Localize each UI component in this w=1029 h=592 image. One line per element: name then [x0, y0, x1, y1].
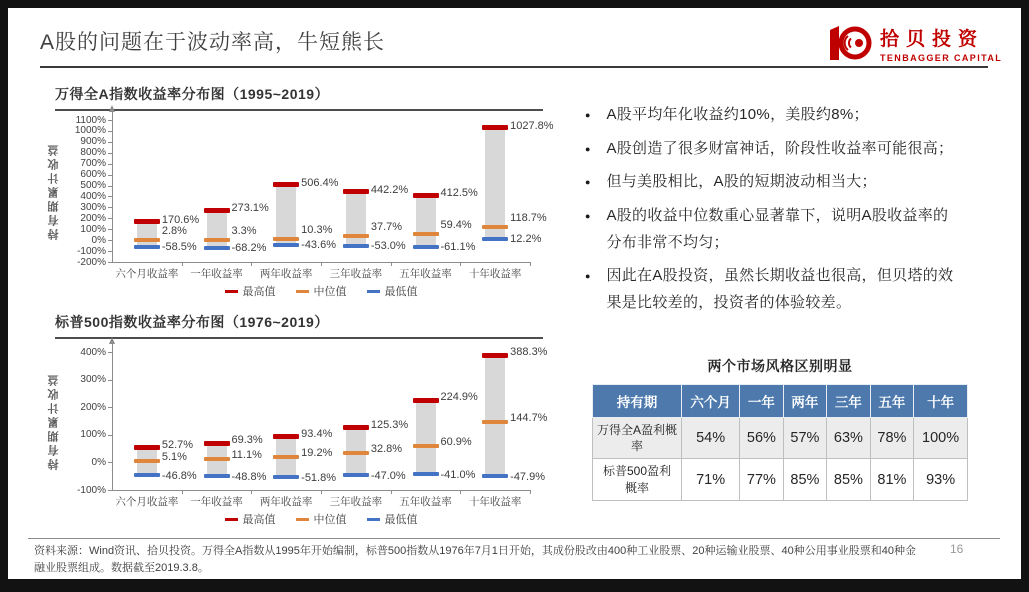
chart-canvas	[40, 84, 558, 312]
legend-label: 最低值	[384, 514, 418, 526]
y-tick-mark	[108, 175, 112, 176]
y-tick-label: 100%	[80, 223, 106, 235]
range-bar	[416, 400, 436, 473]
median-value-label: 19.2%	[301, 447, 333, 460]
y-tick-label: 400%	[80, 190, 106, 202]
legend-dash-icon	[225, 518, 238, 521]
min-marker	[134, 245, 160, 249]
y-tick-mark	[108, 186, 112, 187]
y-tick-mark	[108, 229, 112, 230]
y-tick-label: 0%	[91, 234, 106, 246]
logo-en-text: TENBAGGER CAPITAL	[880, 52, 1003, 63]
max-value-label: 273.1%	[231, 202, 269, 215]
table-row	[593, 459, 968, 500]
bullet-text: A股平均年化收益约10%，美股约8%；	[606, 106, 869, 123]
x-category-label: 六个月收益率	[115, 496, 179, 508]
min-value-label: -46.8%	[161, 470, 197, 483]
y-axis-arrow	[109, 105, 115, 112]
bullet-icon: ●	[585, 211, 591, 222]
max-marker	[482, 353, 508, 358]
bullet-icon: ●	[585, 143, 591, 154]
max-value-label: 52.7%	[161, 438, 194, 451]
max-marker	[273, 434, 299, 439]
legend-dash-icon	[296, 518, 309, 521]
max-marker	[413, 193, 439, 198]
median-value-label: 10.3%	[301, 224, 333, 237]
bullet-icon: ●	[585, 110, 591, 120]
chart-panel-sp500	[40, 312, 558, 540]
min-marker	[482, 474, 508, 478]
y-tick-mark	[108, 207, 112, 208]
median-marker	[273, 455, 299, 459]
legend-item	[367, 283, 418, 299]
bullet-icon: ●	[585, 177, 591, 188]
median-marker	[204, 238, 230, 242]
median-marker	[273, 237, 299, 241]
min-value-label: -61.1%	[440, 240, 476, 253]
bullet-item	[585, 102, 1009, 129]
chart-canvas	[40, 312, 558, 540]
x-tick-mark	[530, 490, 531, 494]
min-value-label: -47.0%	[370, 470, 406, 483]
bullet-item	[585, 203, 1009, 256]
max-marker	[204, 441, 230, 446]
bullet-text: A股的收益中位数重心显著靠下，说明A股收益率的分布非常不均匀；	[606, 207, 949, 251]
y-tick-mark	[108, 262, 112, 263]
max-value-label: 412.5%	[440, 187, 478, 200]
y-axis	[112, 344, 113, 490]
min-value-label: -58.5%	[161, 240, 197, 253]
y-tick-mark	[108, 120, 112, 121]
y-tick-label: 700%	[80, 158, 106, 170]
legend-item	[225, 511, 276, 527]
min-marker	[413, 472, 439, 476]
median-marker	[482, 225, 508, 229]
y-axis-title: 持有期累计收益	[48, 372, 60, 470]
x-tick-mark	[530, 262, 531, 266]
y-tick-mark	[108, 380, 112, 381]
legend-item	[367, 511, 418, 527]
x-category-label: 两年收益率	[259, 268, 313, 280]
median-marker	[134, 238, 160, 242]
median-marker	[343, 451, 369, 455]
legend-dash-icon	[296, 290, 309, 293]
logo-text	[880, 24, 1002, 63]
y-tick-mark	[108, 352, 112, 353]
y-tick-label: -100%	[77, 245, 106, 257]
max-marker	[204, 208, 230, 213]
min-value-label: 12.2%	[510, 232, 542, 245]
bullet-item	[585, 169, 1009, 196]
max-marker	[134, 445, 160, 450]
legend-label: 最高值	[242, 514, 276, 526]
y-tick-mark	[108, 196, 112, 197]
max-value-label: 506.4%	[301, 176, 339, 189]
bullet-text: A股创造了很多财富神话，阶段性收益率可能很高；	[606, 139, 954, 157]
y-tick-mark	[108, 142, 112, 143]
y-tick-mark	[108, 218, 112, 219]
legend-item	[296, 511, 347, 527]
bullet-text: 因此在A股投资，虽然长期收益也很高，但贝塔的效果是比较差的，投资者的体验较差。	[606, 267, 954, 312]
range-bar	[416, 195, 436, 247]
max-marker	[134, 219, 160, 224]
min-value-label: -48.8%	[231, 470, 267, 483]
legend-dash-icon	[367, 518, 380, 521]
table-cell: 78%	[870, 418, 914, 459]
median-marker	[413, 232, 439, 236]
table-header-cell: 持有期	[593, 385, 682, 418]
table-row-label: 万得全A盈利概率	[593, 418, 682, 459]
y-tick-mark	[108, 164, 112, 165]
chart-legend	[112, 283, 530, 299]
y-axis-title: 持有期累计收益	[48, 142, 60, 240]
x-category-label: 五年收益率	[399, 496, 452, 508]
table-header-cell: 两年	[783, 385, 827, 418]
median-value-label: 60.9%	[440, 435, 472, 448]
y-tick-label: 500%	[80, 180, 106, 192]
x-category-label: 五年收益率	[399, 268, 452, 280]
title-divider	[40, 66, 988, 68]
median-value-label: 32.8%	[370, 443, 403, 456]
min-value-label: -53.0%	[370, 239, 406, 252]
y-tick-label: 600%	[80, 169, 106, 181]
y-axis-arrow	[109, 337, 115, 344]
table-header-cell: 六个月	[682, 385, 740, 418]
table-cell: 63%	[827, 418, 871, 459]
min-marker	[273, 243, 299, 247]
median-value-label: 37.7%	[370, 221, 403, 234]
max-value-label: 125.3%	[370, 418, 409, 431]
tenbagger-logo-icon	[826, 20, 872, 66]
table-cell: 77%	[740, 459, 784, 500]
min-marker	[204, 246, 230, 250]
y-tick-label: 0%	[91, 456, 106, 468]
y-tick-label: 300%	[80, 201, 106, 213]
y-tick-label: 1000%	[74, 125, 106, 137]
table-header-cell: 十年	[914, 385, 968, 418]
legend-label: 最高值	[242, 286, 276, 298]
legend-label: 最低值	[384, 286, 418, 298]
min-marker	[273, 475, 299, 479]
median-value-label: 11.1%	[231, 449, 262, 462]
x-category-label: 三年收益率	[329, 268, 383, 280]
legend-dash-icon	[367, 290, 380, 293]
min-marker	[482, 237, 508, 241]
max-marker	[482, 125, 508, 130]
table-cell: 85%	[827, 459, 871, 500]
range-bar	[207, 210, 227, 247]
y-tick-label: 400%	[80, 346, 106, 358]
max-marker	[413, 398, 439, 403]
min-marker	[343, 244, 369, 248]
max-value-label: 388.3%	[510, 346, 548, 359]
range-bar	[485, 128, 505, 239]
y-tick-label: 1100%	[75, 114, 106, 126]
logo-cn-text: 拾贝投资	[880, 28, 985, 50]
y-tick-mark	[108, 240, 112, 241]
bullet-item	[585, 136, 1009, 163]
median-value-label: 118.7%	[510, 212, 547, 225]
min-value-label: -51.8%	[301, 471, 337, 484]
y-tick-label: 300%	[80, 374, 106, 386]
table-cell: 54%	[682, 418, 740, 459]
y-tick-label: 900%	[80, 136, 106, 148]
max-value-label: 1027.8%	[510, 119, 554, 132]
legend-item	[296, 283, 347, 299]
median-value-label: 5.1%	[161, 450, 187, 463]
company-logo	[826, 20, 1002, 66]
max-value-label: 170.6%	[161, 213, 200, 226]
y-tick-mark	[108, 131, 112, 132]
max-marker	[343, 189, 369, 194]
x-category-label: 十年收益率	[468, 496, 522, 508]
page-title: A股的问题在于波动率高，牛短熊长	[40, 31, 386, 54]
median-value-label: 2.8%	[161, 224, 187, 237]
footer-divider	[28, 538, 1000, 539]
probability-table	[592, 384, 968, 501]
y-tick-mark	[108, 435, 112, 436]
table-cell: 81%	[870, 459, 914, 500]
y-tick-label: -200%	[77, 256, 106, 268]
table-cell: 100%	[914, 418, 968, 459]
max-marker	[273, 182, 299, 187]
probability-table-block	[592, 356, 968, 501]
bullet-icon: ●	[585, 271, 591, 282]
table-cell: 93%	[914, 459, 968, 500]
max-value-label: 442.2%	[370, 183, 409, 196]
bullet-text: 但与美股相比，A股的短期波动相当大；	[606, 173, 877, 191]
x-category-label: 一年收益率	[190, 496, 243, 508]
table-cell: 56%	[740, 418, 784, 459]
y-tick-label: 800%	[80, 147, 106, 159]
table-row-label: 标普500盈利概率	[593, 459, 682, 500]
legend-label: 中位值	[313, 286, 347, 298]
table-cell: 85%	[783, 459, 827, 500]
legend-dash-icon	[225, 290, 238, 293]
y-axis	[112, 112, 113, 262]
chart-title: 标普500指数收益率分布图（1976~2019）	[55, 312, 543, 339]
median-value-label: 59.4%	[440, 218, 472, 231]
bullet-list	[585, 102, 1009, 324]
min-marker	[204, 474, 230, 478]
max-value-label: 69.3%	[231, 434, 263, 447]
y-tick-label: 200%	[80, 212, 106, 224]
chart-panel-wind-all-a	[40, 84, 558, 312]
table-header-cell: 三年	[827, 385, 871, 418]
table-header-cell: 一年	[740, 385, 784, 418]
median-marker	[204, 457, 230, 461]
table-cell: 71%	[682, 459, 740, 500]
min-value-label: -47.9%	[510, 470, 546, 483]
min-value-label: -41.0%	[440, 468, 476, 481]
y-tick-mark	[108, 462, 112, 463]
page-number: 16	[950, 542, 964, 556]
median-marker	[343, 234, 369, 238]
chart-title: 万得全A指数收益率分布图（1995~2019）	[55, 84, 543, 111]
y-tick-mark	[108, 407, 112, 408]
range-bar	[485, 355, 505, 475]
max-marker	[343, 425, 369, 430]
y-tick-mark	[108, 490, 112, 491]
x-category-label: 三年收益率	[329, 496, 383, 508]
range-bar	[137, 222, 157, 247]
median-marker	[413, 444, 439, 448]
y-tick-mark	[108, 251, 112, 252]
table-title: 两个市场风格区别明显	[707, 358, 853, 374]
median-value-label: 3.3%	[231, 224, 257, 237]
x-category-label: 一年收益率	[190, 268, 243, 280]
median-marker	[482, 420, 508, 424]
y-tick-label: -100%	[77, 484, 106, 496]
min-value-label: -68.2%	[231, 241, 267, 254]
x-category-label: 十年收益率	[468, 268, 522, 280]
table-cell: 57%	[783, 418, 827, 459]
table-row	[593, 418, 968, 459]
x-category-label: 两年收益率	[259, 496, 313, 508]
min-value-label: -43.6%	[301, 238, 337, 251]
y-tick-label: 100%	[80, 429, 106, 441]
bullet-item	[585, 263, 1009, 316]
y-tick-label: 200%	[80, 401, 106, 413]
legend-label: 中位值	[313, 514, 347, 526]
chart-legend	[112, 511, 530, 527]
range-bar	[276, 185, 296, 245]
median-value-label: 144.7%	[510, 412, 548, 425]
legend-item	[225, 283, 276, 299]
x-category-label: 六个月收益率	[115, 268, 179, 280]
max-value-label: 224.9%	[440, 391, 478, 404]
min-marker	[134, 473, 160, 477]
source-note: 资料来源：Wind资讯、拾贝投资。万得全A指数从1995年开始编制，标普500指数从1976年7月1日开始，其成份股改由400种工业股票、20种运输业股票、40种公用事业股票和40种金融业股票组成。数据截至2019.3.8。	[34, 545, 916, 574]
max-value-label: 93.4%	[301, 427, 333, 440]
median-marker	[134, 459, 160, 463]
min-marker	[343, 473, 369, 477]
y-tick-mark	[108, 153, 112, 154]
table-header-cell: 五年	[870, 385, 914, 418]
min-marker	[413, 245, 439, 249]
